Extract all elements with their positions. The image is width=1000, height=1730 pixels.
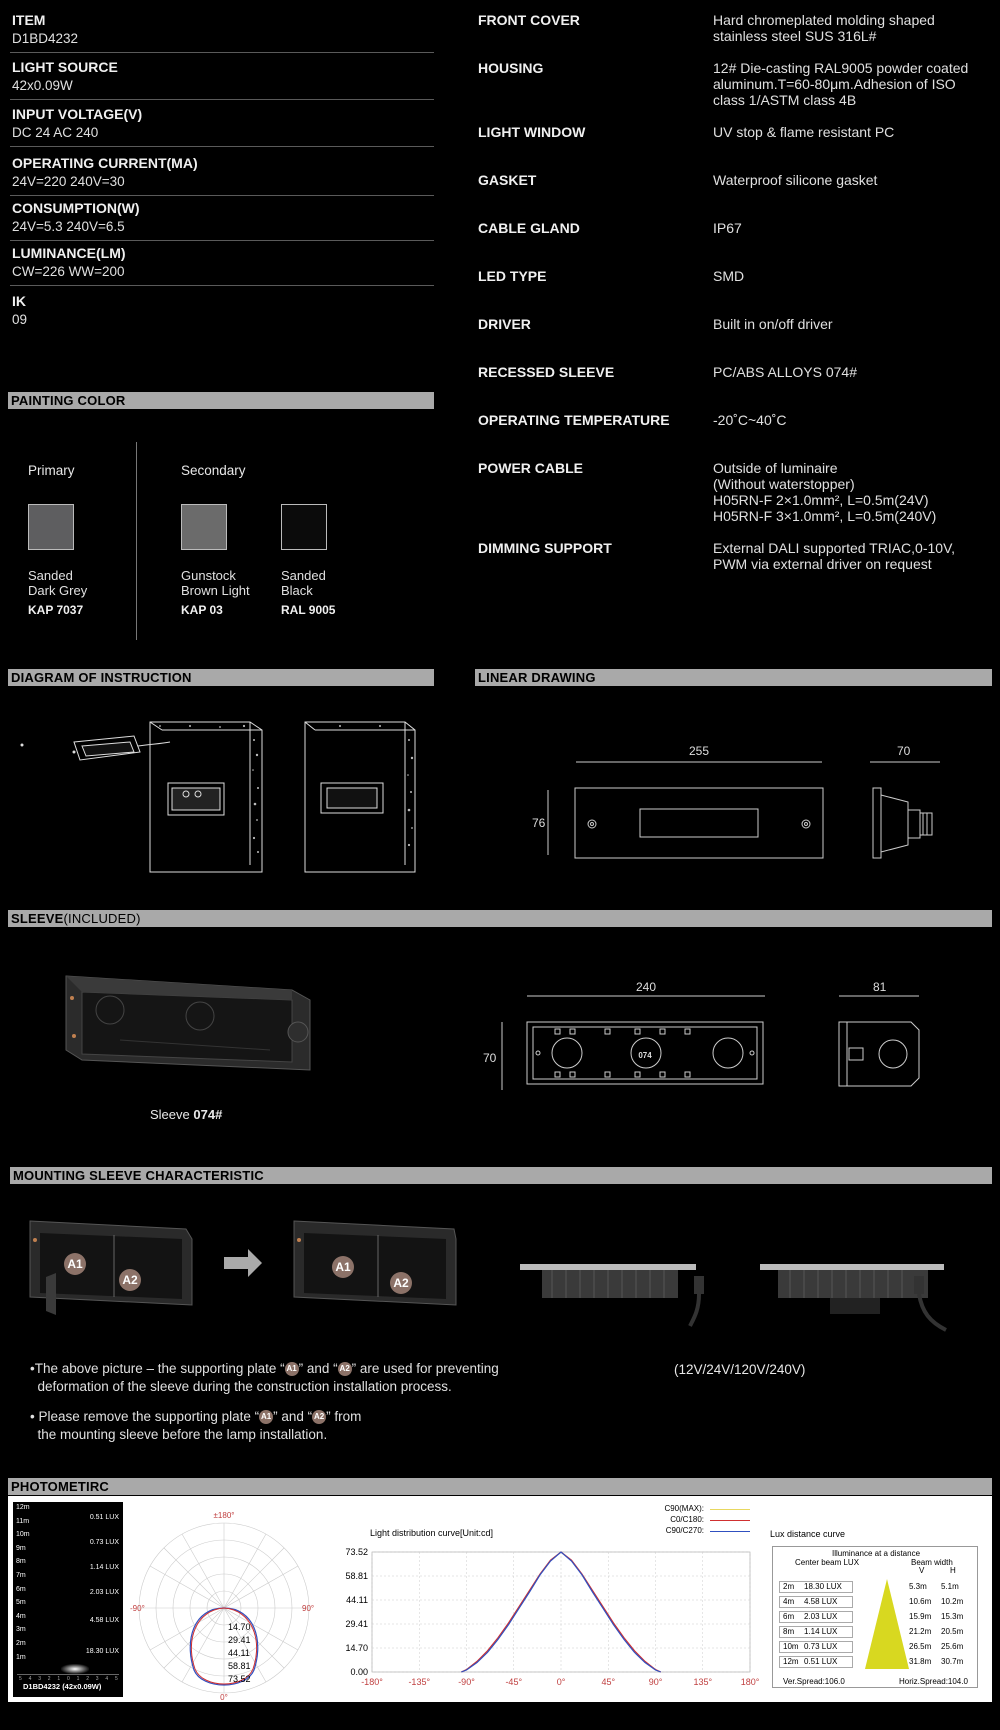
polar-ring-label: 73.52 <box>228 1674 251 1684</box>
beam-x-tick: 2 <box>47 1676 51 1682</box>
sleeve-drawing <box>495 990 935 1095</box>
lux-distance-title: Lux distance curve <box>770 1529 846 1539</box>
beam-lux-label: 18.30 LUX <box>85 1648 119 1655</box>
curve-legend-label: C0/C180: <box>670 1515 704 1524</box>
spec-value-line: External DALI supported TRIAC,0-10V, <box>713 540 956 556</box>
beam-x-tick: 3 <box>38 1676 41 1682</box>
lux-row-distance: 4m <box>783 1597 795 1606</box>
chart-y-tick: 44.11 <box>346 1595 368 1606</box>
lux-table-row <box>773 1579 979 1594</box>
spec-value-line: 12# Die-casting RAL9005 powder coated <box>713 60 969 76</box>
spec-value-line: Built in on/off driver <box>713 316 833 332</box>
curve-legend-swatch <box>710 1520 750 1521</box>
mounting-note-1: •The above picture – the supporting plate “ A1 ” and “ A2 ” are used for preventing deformation of the sleeve during the construction installation process. <box>30 1361 499 1394</box>
beam-x-tick: 4 <box>28 1676 32 1682</box>
swatch-kap-7037 <box>28 504 74 550</box>
lux-row-distance: 12m <box>783 1657 799 1666</box>
lux-row-v: 15.9m <box>909 1612 932 1621</box>
spec-value <box>713 316 998 332</box>
spec-divider <box>10 146 434 147</box>
curve-legend-label: C90/C270: <box>665 1526 704 1535</box>
light-distribution-chart <box>330 1540 760 1692</box>
lux-row-h: 20.5m <box>941 1627 964 1636</box>
color-name-3: Sanded Black <box>281 568 326 598</box>
plate-badge-a2-right: A2 <box>390 1272 412 1294</box>
spec-value-line: IP67 <box>713 220 742 236</box>
spec-value: 09 <box>12 312 28 327</box>
spec-label: DIMMING SUPPORT <box>478 540 612 556</box>
chart-y-tick: 73.52 <box>345 1547 368 1557</box>
lux-row-v: 21.2m <box>909 1627 932 1636</box>
lux-table-row <box>773 1609 979 1624</box>
mounting-note-2: • Please remove the supporting plate “ A1 ” and “ A2 ” from the mounting sleeve before the lamp installation. <box>30 1409 362 1442</box>
polar-right-label: 90° <box>302 1604 315 1613</box>
beam-illustration <box>13 1502 123 1697</box>
ver-spread: Ver.Spread:106.0 <box>783 1677 845 1686</box>
spec-value-line: UV stop & flame resistant PC <box>713 124 895 140</box>
curve-legend-swatch <box>710 1531 750 1532</box>
chart-x-tick: 0° <box>556 1677 566 1687</box>
color-name-1: Sanded Dark Grey <box>28 568 88 598</box>
fixture-side-240v <box>760 1264 946 1330</box>
lux-row-h: 25.6m <box>941 1642 964 1651</box>
sleeve-photo <box>60 970 320 1080</box>
beam-distance-label: 1m <box>16 1653 26 1661</box>
spec-value-line: (Without waterstopper) <box>713 476 855 492</box>
lux-row-value: 18.30 LUX <box>804 1582 842 1591</box>
spec-value <box>713 364 998 380</box>
chart-x-tick: 180° <box>740 1677 760 1687</box>
beam-distance-label: 10m <box>16 1531 30 1539</box>
spec-value: CW=226 WW=200 <box>12 264 125 279</box>
lux-table-row <box>773 1624 979 1639</box>
beam-distance-label: 3m <box>16 1626 26 1634</box>
lux-row-v: 31.8m <box>909 1657 932 1666</box>
spec-label: IK <box>12 293 26 309</box>
lux-row-v: 26.5m <box>909 1642 932 1651</box>
swatch-ral-9005 <box>281 504 327 550</box>
lux-row-value: 0.73 LUX <box>804 1642 838 1651</box>
chart-y-tick: 14.70 <box>345 1643 368 1654</box>
spec-divider <box>10 52 434 53</box>
spec-label: LIGHT WINDOW <box>478 124 586 140</box>
beam-distance-label: 4m <box>16 1612 26 1620</box>
spec-label: CABLE GLAND <box>478 220 580 236</box>
beam-distance-label: 11m <box>16 1517 30 1525</box>
spec-label: CONSUMPTION(W) <box>12 200 140 216</box>
spec-value <box>713 220 998 236</box>
lux-row-value: 2.03 LUX <box>804 1612 838 1621</box>
spec-label: LED TYPE <box>478 268 547 284</box>
dim-width-255: 255 <box>689 744 710 758</box>
sleeve-plates-removed <box>294 1221 456 1305</box>
beam-x-tick: 5 <box>19 1676 22 1682</box>
lux-row-distance: 8m <box>783 1627 795 1636</box>
lux-col-h: H <box>950 1566 956 1575</box>
spec-label: GASKET <box>478 172 537 188</box>
dim-sleeve-81: 81 <box>873 980 887 994</box>
lux-row-distance: 10m <box>783 1642 799 1651</box>
lux-table-row <box>773 1639 979 1654</box>
swatch-kap-03 <box>181 504 227 550</box>
curve-legend-swatch <box>710 1509 750 1510</box>
beam-x-tick: 1 <box>57 1676 61 1682</box>
beam-x-tick: 3 <box>95 1676 99 1682</box>
lux-col-beam: Beam width <box>911 1558 953 1567</box>
mounting-sleeve-images <box>26 1215 466 1315</box>
lux-table-row <box>773 1654 979 1669</box>
beam-x-tick: 2 <box>86 1676 89 1682</box>
plate-badge-a2-left: A2 <box>119 1269 141 1291</box>
beam-x-tick: 1 <box>76 1676 80 1682</box>
spec-value <box>713 60 998 108</box>
sleeve-mark: 074 <box>638 1051 652 1060</box>
lux-row-distance: 2m <box>783 1582 795 1591</box>
lux-row-value: 1.14 LUX <box>804 1627 838 1636</box>
polar-left-label: -90° <box>130 1604 145 1613</box>
spec-value-line: aluminum.T=60-80μm.Adhesion of ISO <box>713 76 956 92</box>
lux-table-row <box>773 1594 979 1609</box>
color-code-1: KAP 7037 <box>28 603 84 617</box>
spec-label: POWER CABLE <box>478 460 583 476</box>
spec-value: 24V=220 240V=30 <box>12 174 125 189</box>
lux-row-h: 30.7m <box>941 1657 964 1666</box>
beam-distance-label: 12m <box>16 1504 30 1511</box>
secondary-label: Secondary <box>181 463 246 478</box>
dim-height-76: 76 <box>532 816 546 830</box>
dim-depth-70: 70 <box>897 744 911 758</box>
plate-badge-a1-left: A1 <box>64 1253 86 1275</box>
spec-label: OPERATING CURRENT(MA) <box>12 155 198 171</box>
beam-lux-label: 0.51 LUX <box>89 1514 119 1521</box>
beam-baseline <box>17 1674 119 1675</box>
fixture-front-outline <box>575 788 823 858</box>
spec-value: DC 24 AC 240 <box>12 125 99 140</box>
lux-col-v: V <box>919 1566 925 1575</box>
wall-block-2 <box>305 722 415 872</box>
beam-lux-label: 4.58 LUX <box>89 1617 119 1624</box>
spec-value-line: H05RN-F 3×1.0mm², L=0.5m(240V) <box>713 508 937 524</box>
spec-label: INPUT VOLTAGE(V) <box>12 106 143 122</box>
lux-row-value: 4.58 LUX <box>804 1597 838 1606</box>
beam-x-tick: 0 <box>67 1676 70 1682</box>
chart-y-tick: 29.41 <box>345 1618 368 1629</box>
section-bar-photometric: PHOTOMETIRC <box>8 1478 992 1495</box>
chart-x-tick: -180° <box>361 1677 383 1687</box>
spec-label: LUMINANCE(LM) <box>12 245 126 261</box>
polar-ring-label: 44.11 <box>228 1648 250 1658</box>
chart-x-tick: 90° <box>648 1677 663 1687</box>
installation-diagram <box>0 700 440 920</box>
plate-badge-a1-right: A1 <box>332 1256 354 1278</box>
chart-y-tick: 0.00 <box>350 1667 368 1677</box>
voltage-note: (12V/24V/120V/240V) <box>674 1362 806 1377</box>
lux-row-v: 10.6m <box>909 1597 932 1606</box>
beam-distance-label: 5m <box>16 1599 26 1607</box>
lux-row-h: 10.2m <box>941 1597 964 1606</box>
lux-box-title: Illuminance at a distance <box>831 1549 921 1558</box>
beam-distance-label: 6m <box>16 1585 26 1593</box>
chart-x-tick: -45° <box>505 1677 523 1687</box>
curve-chart-title: Light distribution curve[Unit:cd] <box>370 1528 494 1538</box>
polar-diagram <box>126 1500 326 1700</box>
chart-x-tick: -90° <box>458 1677 475 1687</box>
spec-value: 24V=5.3 240V=6.5 <box>12 219 125 234</box>
beam-lux-label: 1.14 LUX <box>89 1564 119 1571</box>
lux-row-v: 5.3m <box>909 1582 927 1591</box>
lux-table-box <box>772 1546 978 1688</box>
spec-label: RECESSED SLEEVE <box>478 364 615 380</box>
chart-y-tick: 58.81 <box>345 1571 368 1582</box>
spec-value-line: -20˚C~40˚C <box>713 412 787 428</box>
hor-spread: Horiz.Spread:104.0 <box>899 1677 968 1686</box>
spec-value-line: H05RN-F 2×1.0mm², L=0.5m(24V) <box>713 492 929 508</box>
spec-value-line: class 1/ASTM class 4B <box>713 92 857 108</box>
color-code-2: KAP 03 <box>181 603 223 617</box>
lux-row-distance: 6m <box>783 1612 795 1621</box>
color-name-2: Gunstock Brown Light <box>181 568 250 598</box>
spec-value-line: PWM via external driver on request <box>713 556 932 572</box>
color-code-3: RAL 9005 <box>281 603 336 617</box>
spec-value-line: PC/ABS ALLOYS 074# <box>713 364 857 380</box>
lux-row-value: 0.51 LUX <box>804 1657 838 1666</box>
spec-label: DRIVER <box>478 316 531 332</box>
wall-block-1 <box>150 722 262 872</box>
spec-value <box>713 540 998 572</box>
curve-legend-label: C90(MAX): <box>664 1504 704 1513</box>
section-bar-diagram: DIAGRAM OF INSTRUCTION <box>8 669 434 686</box>
dim-sleeve-240: 240 <box>636 980 657 994</box>
screw-dot-2 <box>73 751 76 754</box>
spec-divider <box>10 285 434 286</box>
section-bar-mounting: MOUNTING SLEEVE CHARACTERISTIC <box>10 1167 992 1184</box>
beam-caption: D1BD4232 (42x0.09W) <box>23 1682 102 1691</box>
spec-value-line: stainless steel SUS 316L# <box>713 28 877 44</box>
primary-label: Primary <box>28 463 75 478</box>
spec-value: 42x0.09W <box>12 78 73 93</box>
linear-drawing <box>530 755 970 865</box>
spec-value <box>713 124 998 140</box>
dim-sleeve-70: 70 <box>483 1051 497 1065</box>
screw-dot-1 <box>21 744 24 747</box>
spec-value: D1BD4232 <box>12 31 79 46</box>
spec-label: ITEM <box>12 12 46 28</box>
spec-value-line: Outside of luminaire <box>713 460 838 476</box>
spec-value <box>713 268 998 284</box>
beam-distance-label: 2m <box>16 1640 26 1647</box>
sleeve-with-plates <box>30 1221 192 1315</box>
spec-value <box>713 460 998 524</box>
beam-x-tick: 5 <box>115 1676 118 1682</box>
sleeve-caption: Sleeve 074# <box>150 1107 223 1122</box>
beam-spot <box>61 1664 89 1674</box>
color-divider <box>136 442 137 640</box>
polar-ring-label: 58.81 <box>228 1661 251 1671</box>
arrow-right-icon <box>224 1249 262 1277</box>
spec-label: FRONT COVER <box>478 12 580 28</box>
fixture-side-24v <box>520 1264 704 1326</box>
chart-x-tick: -135° <box>408 1677 431 1687</box>
beam-distance-label: 7m <box>16 1572 26 1579</box>
beam-lux-label: 0.73 LUX <box>89 1539 119 1546</box>
beam-distance-label: 9m <box>16 1544 26 1552</box>
spec-value-line: SMD <box>713 268 745 284</box>
polar-ring-label: 29.41 <box>228 1635 251 1645</box>
spec-divider <box>10 240 434 241</box>
section-bar-linear: LINEAR DRAWING <box>475 669 992 686</box>
spec-value <box>713 12 998 44</box>
polar-ring-label: 14.70 <box>228 1622 251 1632</box>
spec-divider <box>10 195 434 196</box>
spec-value-line: Waterproof silicone gasket <box>713 172 878 188</box>
section-bar-painting: PAINTING COLOR <box>8 392 434 409</box>
spec-label: LIGHT SOURCE <box>12 59 118 75</box>
fixture-side-views <box>518 1262 968 1352</box>
lux-row-h: 15.3m <box>941 1612 964 1621</box>
chart-x-tick: 135° <box>693 1677 713 1687</box>
spec-value <box>713 172 998 188</box>
spec-divider <box>10 99 434 100</box>
chart-x-tick: 45° <box>601 1677 616 1687</box>
beam-distance-label: 8m <box>16 1558 26 1566</box>
section-bar-sleeve: SLEEVE(INCLUDED) <box>8 910 992 927</box>
spec-value-line: Hard chromeplated molding shaped <box>713 12 935 28</box>
lux-col-center: Center beam LUX <box>795 1558 860 1567</box>
lux-row-h: 5.1m <box>941 1582 959 1591</box>
spec-label: HOUSING <box>478 60 544 76</box>
beam-x-tick: 4 <box>105 1676 109 1682</box>
beam-lux-label: 2.03 LUX <box>89 1589 119 1596</box>
polar-bottom-label: 0° <box>220 1693 228 1700</box>
polar-top-label: ±180° <box>213 1511 235 1520</box>
spec-label: OPERATING TEMPERATURE <box>478 412 670 428</box>
spec-value <box>713 412 998 428</box>
